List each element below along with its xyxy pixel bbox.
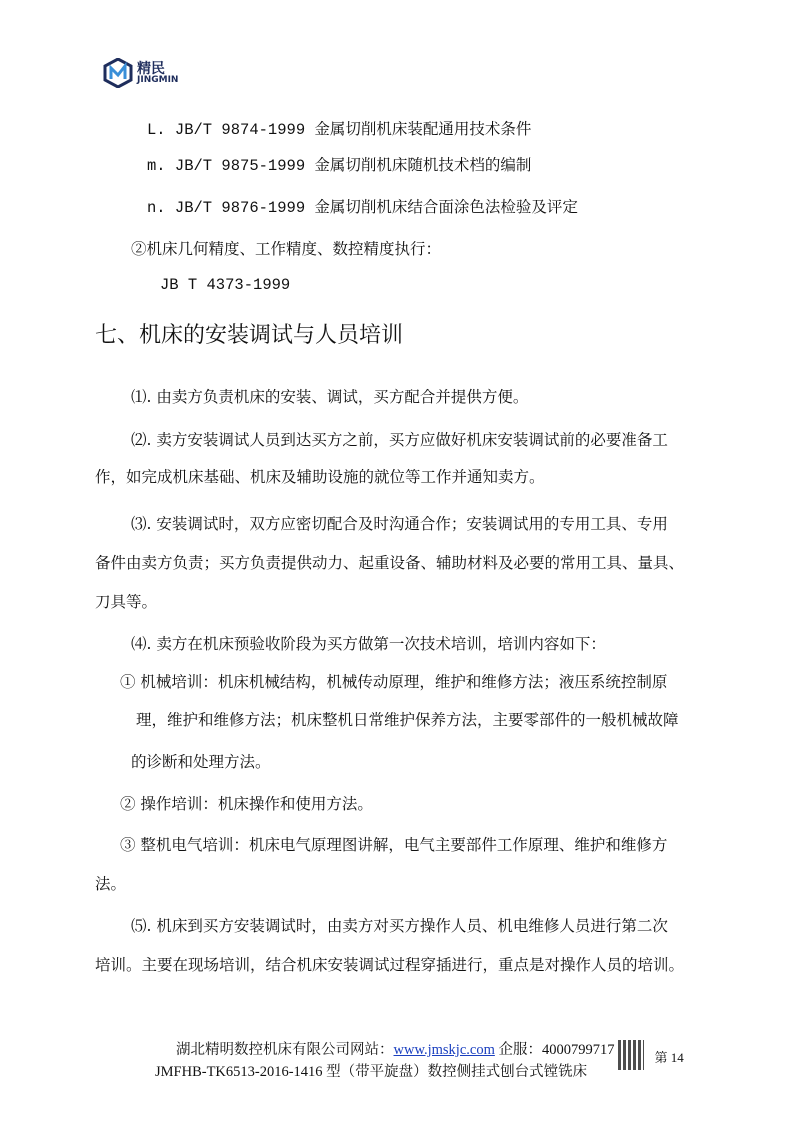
logo-cn: 精民	[137, 60, 165, 77]
paragraph-line: ⑸. 机床到买方安装调试时，由卖方对买方操作人员、机电维修人员进行第二次	[131, 917, 668, 935]
paragraph-line: ⑷. 卖方在机床预验收阶段为买方做第一次技术培训，培训内容如下：	[131, 635, 606, 653]
paragraph-line: 法。	[95, 875, 127, 893]
standard-n: n. JB/T 9876-1999 金属切削机床结合面涂色法检验及评定	[147, 199, 578, 217]
paragraph-line: 理，维护和维修方法；机床整机日常维护保养方法，主要零部件的一般机械故障	[136, 711, 679, 729]
paragraph-line: 作，如完成机床基础、机床及辅助设施的就位等工作并通知卖方。	[95, 468, 545, 486]
paragraph-line: 备件由卖方负责；买方负责提供动力、起重设备、辅助材料及必要的常用工具、量具、	[95, 554, 685, 572]
paragraph-line: ⑴. 由卖方负责机床的安装、调试，买方配合并提供方便。	[131, 388, 529, 406]
qr-code-icon	[618, 1040, 644, 1070]
paragraph-line: 培训。主要在现场培训，结合机床安装调试过程穿插进行，重点是对操作人员的培训。	[95, 956, 685, 974]
paragraph-line: 刀具等。	[95, 593, 158, 611]
precision-heading: ②机床几何精度、工作精度、数控精度执行：	[131, 240, 442, 258]
section-title: 七、机床的安装调试与人员培训	[95, 323, 404, 348]
footer-website-link[interactable]: www.jmskjc.com	[393, 1042, 495, 1058]
standard-m: m. JB/T 9875-1999 金属切削机床随机技术档的编制	[147, 157, 532, 175]
paragraph-line: 的诊断和处理方法。	[131, 753, 271, 771]
paragraph-line: ⑵. 卖方安装调试人员到达买方之前，买方应做好机床安装调试前的必要准备工	[131, 431, 668, 449]
logo-en: JINGMIN	[137, 74, 179, 85]
company-logo	[103, 58, 178, 88]
footer-company: 湖北精明数控机床有限公司网站：	[176, 1042, 394, 1058]
jingmin-logo-icon	[103, 58, 133, 88]
paragraph-line: ⑶. 安装调试时，双方应密切配合及时沟通合作；安装调试用的专用工具、专用	[131, 515, 668, 533]
page-number: 第 14	[654, 1050, 684, 1065]
paragraph-line: ③ 整机电气培训：机床电气原理图讲解，电气主要部件工作原理、维护和维修方	[120, 836, 668, 854]
footer-company-line	[176, 1038, 614, 1059]
footer-model: JMFHB-TK6513-2016-1416 型（带平旋盘）数控侧挂式刨台式镗铣床	[155, 1064, 588, 1080]
standard-l: L. JB/T 9874-1999 金属切削机床装配通用技术条件	[147, 121, 532, 139]
footer-service-phone: 企服：4000799717	[494, 1042, 615, 1058]
paragraph-line: ② 操作培训：机床操作和使用方法。	[120, 795, 373, 813]
paragraph-line: ① 机械培训：机床机械结构，机械传动原理，维护和维修方法；液压系统控制原	[120, 673, 668, 691]
standard-jb: JB T 4373-1999	[160, 276, 291, 294]
